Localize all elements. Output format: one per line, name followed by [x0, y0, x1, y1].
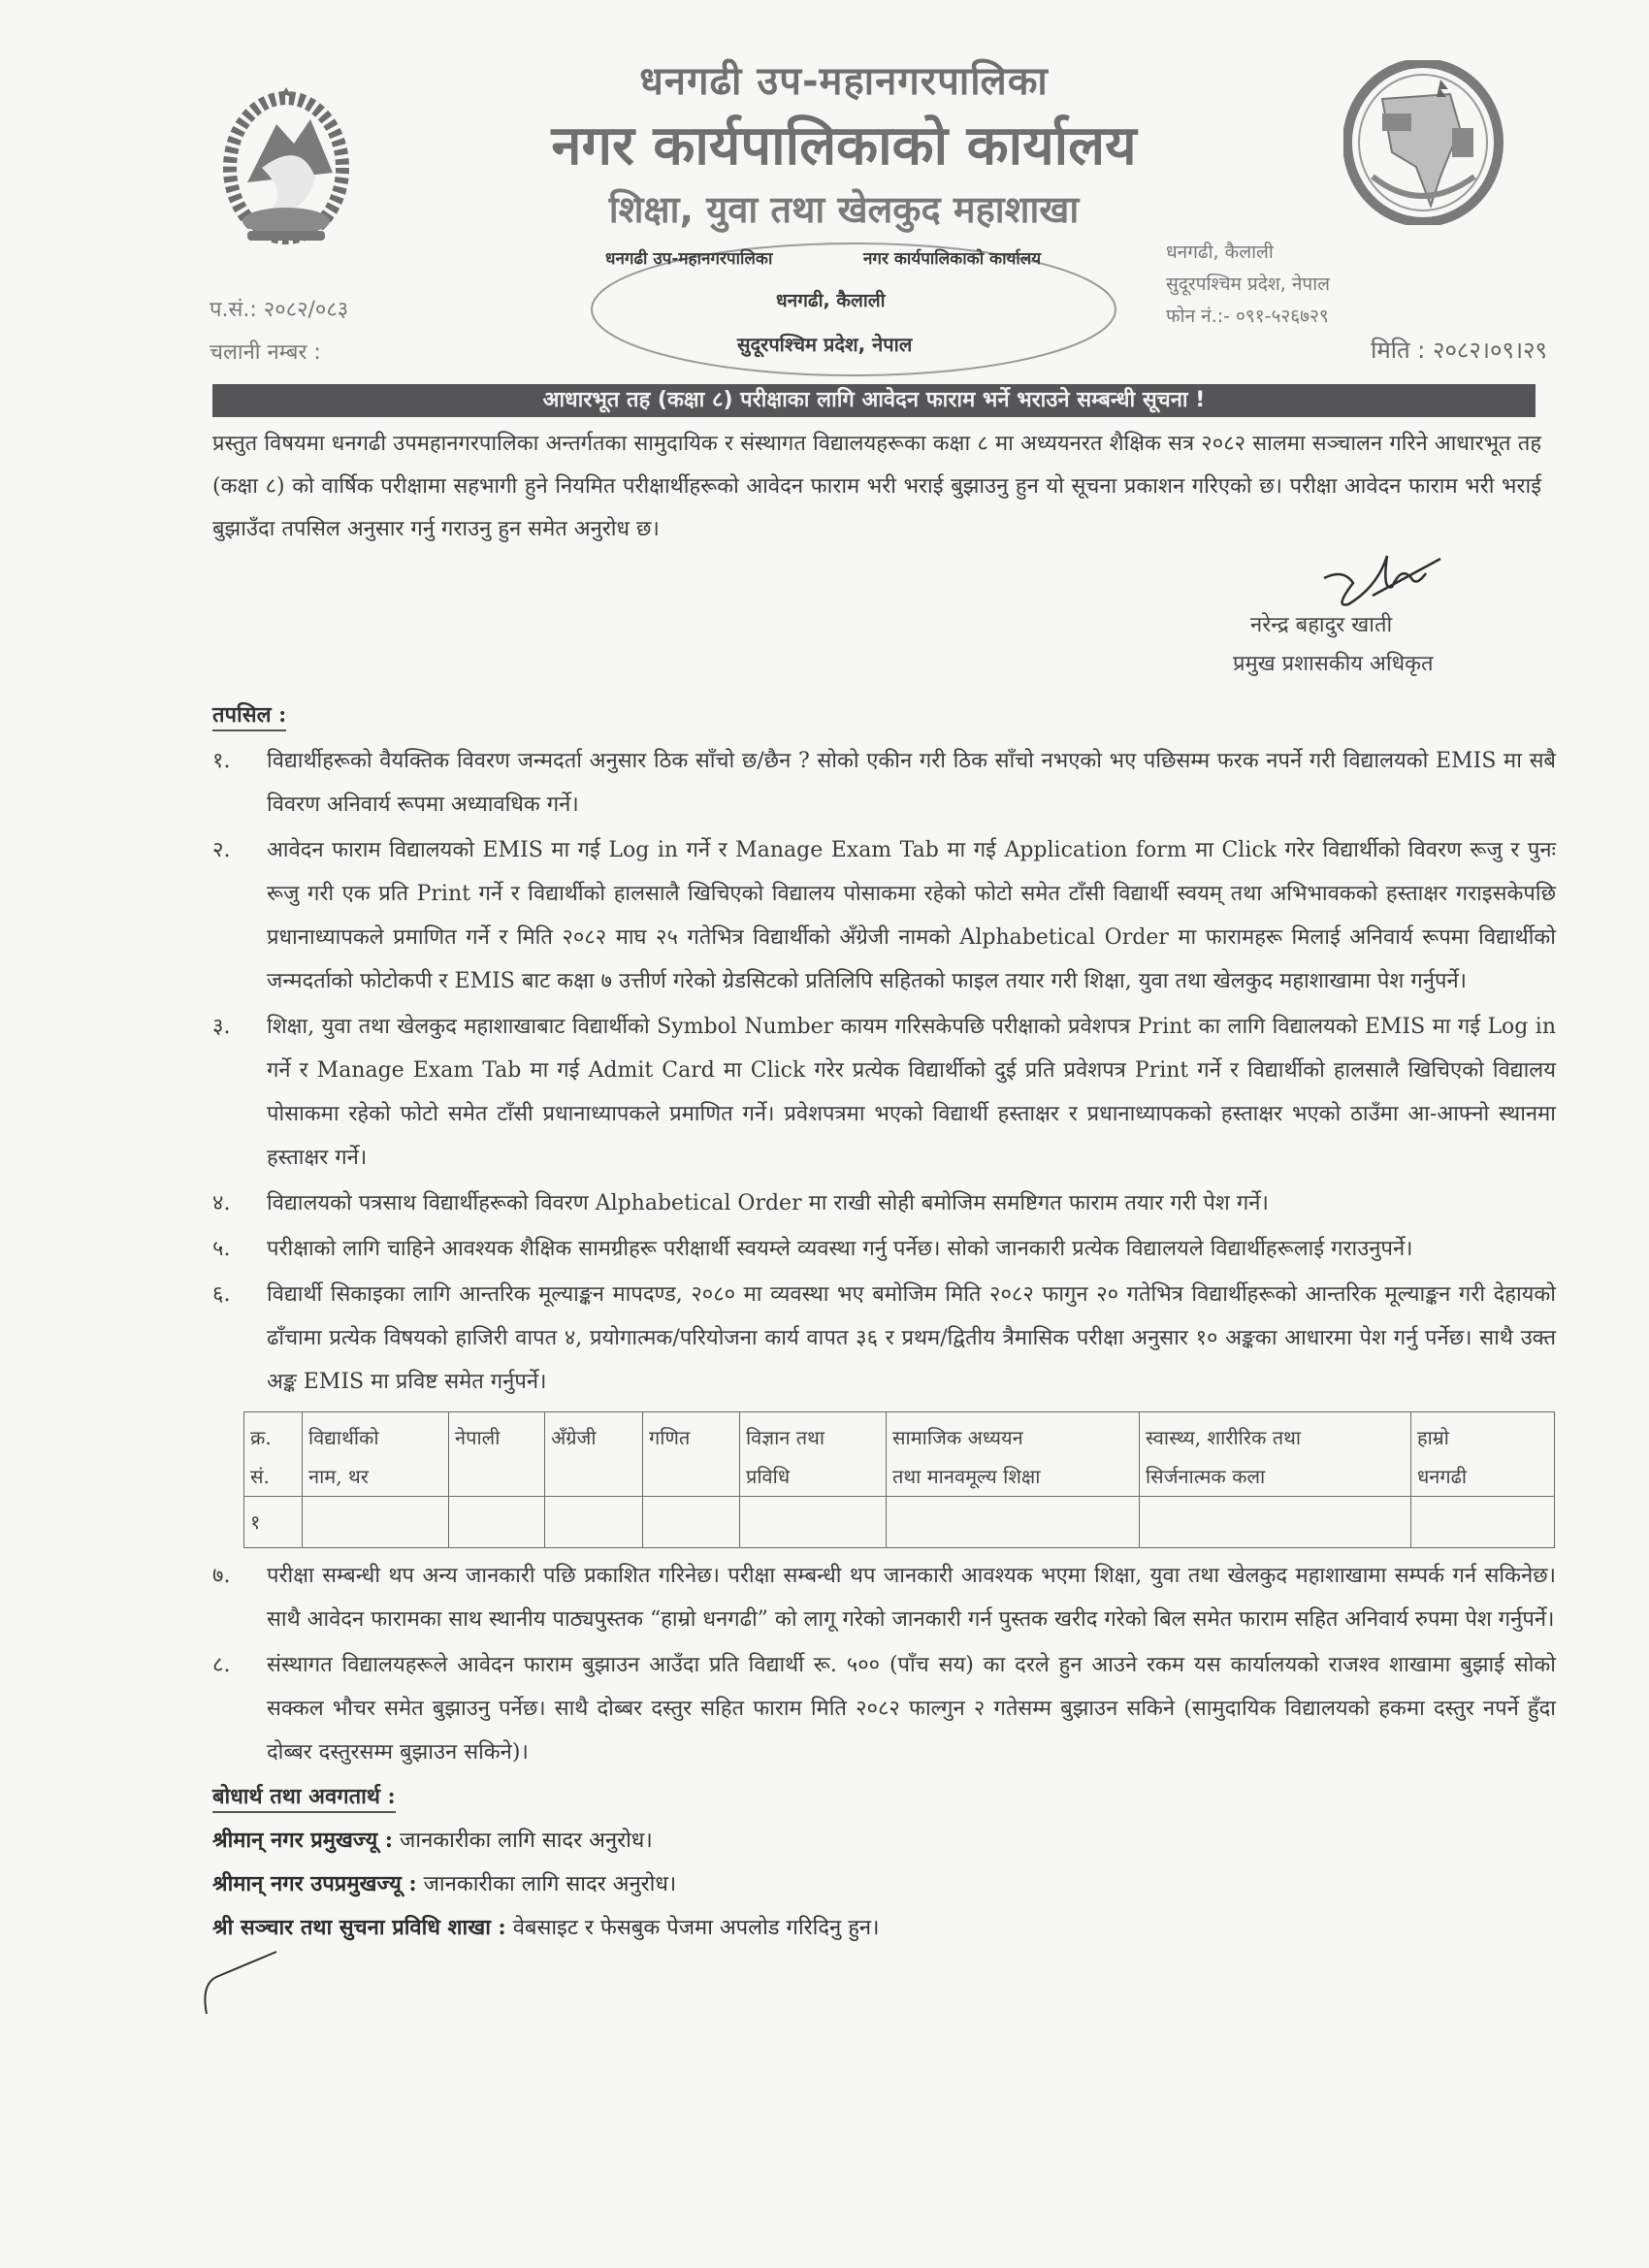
list-item-3: [212, 1005, 1556, 1180]
signatory-designation: प्रमुख प्रशासकीय अधिकृत: [1233, 652, 1434, 676]
address-city: धनगढी, कैलाली: [1166, 242, 1274, 263]
cc-heading-wrap: [212, 1782, 1556, 1819]
notice-body: [212, 384, 1556, 2018]
item-text: परीक्षा सम्बन्धी थप अन्य जानकारी पछि प्रकाशित गरिनेछ। परीक्षा सम्बन्धी थप जानकारी आवश्यक भएमा शिक्षा, युवा तथा खेलकुद महाशाखामा सम्पर्क गर्न सकिनेछ। साथै आवेदन फारामका साथ स्थानीय पाठ्यपुस्तक “हाम्रो धनगढी” को लागू गरेको जानकारी गर्न पुस्तक खरीद गरेको बिल समेत फाराम सहित अनिवार्य रुपमा पेश गर्नुपर्ने।: [267, 1564, 1556, 1632]
item-number: १.: [212, 749, 231, 773]
municipality-name: धनगढी उप-महानगरपालिका: [639, 59, 1049, 104]
header-serial: [244, 1412, 303, 1497]
header-line: अँग्रेजी: [551, 1426, 597, 1449]
header-line: सामाजिक अध्ययन: [892, 1426, 1023, 1449]
header-english: [545, 1412, 643, 1497]
header-science: [740, 1412, 887, 1497]
table-cell: [545, 1497, 643, 1548]
header-social: [887, 1412, 1140, 1497]
cc-note: जानकारीका लागि सादर अनुरोध।: [400, 1829, 653, 1853]
signature-block: [212, 551, 1556, 697]
table-header-row: [244, 1412, 1555, 1497]
item-text: संस्थागत विद्यालयहरूले आवेदन फाराम बुझाउन आउँदा प्रति विद्यार्थी रू. ५०० (पाँच सय) का दरले हुन आउने रकम यस कार्यालयको राजश्व शाखामा बुझाई सोको सक्कल भौचर समेत बुझाउनु पर्नेछ। साथै दोब्बर दस्तुर सहित फाराम मिति २०८२ फाल्गुन २ गतेसम्म बुझाउन सकिने (सामुदायिक विद्यालयको हकमा दस्तुर नपर्ने हुँदा दोब्बर दस्तुरसम्म बुझाउन सकिने)।: [267, 1653, 1556, 1765]
header-line: सं.: [250, 1465, 270, 1488]
cc-note: जानकारीका लागि सादर अनुरोध।: [423, 1872, 677, 1896]
cc-line-2: [212, 1863, 1556, 1906]
list-item-5: [212, 1227, 1556, 1271]
table-row: [244, 1497, 1555, 1548]
item-number: ८.: [212, 1653, 231, 1677]
pen-tick-mark: [199, 1950, 286, 2018]
cc-heading: बोधार्थ तथा अवगतार्थ :: [212, 1784, 396, 1813]
details-heading: तपसिल :: [212, 702, 286, 731]
address-province: सुदूरपश्चिम प्रदेश, नेपाल: [1166, 274, 1330, 295]
header-line: क्र.: [250, 1426, 272, 1449]
cc-line-1: [212, 1819, 1556, 1863]
item-text: विद्यालयको पत्रसाथ विद्यार्थीहरूको विवरण Alphabetical Order मा राखी सोही बमोजिम समष्टिगत फाराम तयार गरी पेश गर्ने।: [267, 1191, 1269, 1215]
item-text: आवेदन फाराम विद्यालयको EMIS मा गई Log in गर्ने र Manage Exam Tab मा गई Application form मा Click गरेर विद्यार्थीको विवरण रूजु र पुनः रूजु गरी एक प्रति Print गर्ने र विद्यार्थीको हालसालै खिचिएको विद्यालय पोसाकमा रहेको फोटो समेत टाँसी विद्यार्थी स्वयम् तथा अभिभावकको हस्ताक्षर गराइसकेपछि प्रधानाध्यापकले प्रमाणित गर्ने र मिति २०८२ माघ २५ गतेभित्र विद्यार्थीको अँग्रेजी नामको Alphabetical Order मा फारामहरू मिलाई अनिवार्य रूपमा विद्यार्थीको जन्मदर्ताको फोटोकपी र EMIS बाट कक्षा ७ उत्तीर्ण गरेको ग्रेडसिटको प्रतिलिपि सहितको फाइल तयार गरी शिक्षा, युवा तथा खेलकुद महाशाखामा पेश गर्नुपर्ने।: [267, 838, 1556, 993]
letter-number: प.सं.: २०८२/०८३: [210, 298, 349, 322]
cc-recipient: श्रीमान् नगर प्रमुखज्यू :: [212, 1828, 394, 1853]
list-item-7: [212, 1554, 1556, 1641]
dispatch-number: चलानी नम्बर :: [210, 340, 321, 365]
table-cell: [887, 1497, 1140, 1548]
header-line: धनगढी: [1417, 1465, 1468, 1488]
details-heading-wrap: [212, 700, 1556, 737]
header-hamro-dhangadhi: [1411, 1412, 1555, 1497]
list-item-8: [212, 1643, 1556, 1774]
table-cell: [303, 1497, 449, 1548]
header-line: प्रविधि: [746, 1465, 791, 1488]
header-line: तथा मानवमूल्य शिक्षा: [892, 1465, 1041, 1488]
stamp-line-2: नगर कार्यपालिकाको कार्यालय: [863, 249, 1042, 269]
municipality-seal: [1343, 60, 1504, 225]
list-item-2: [212, 828, 1556, 1003]
header-student-name: [303, 1412, 449, 1497]
office-stamp: [582, 239, 1125, 380]
table-cell: [643, 1497, 740, 1548]
stamp-line-3: धनगढी, कैलाली: [776, 290, 886, 311]
table-cell: [449, 1497, 545, 1548]
item-number: ३.: [212, 1015, 231, 1039]
header-line: विज्ञान तथा: [746, 1426, 825, 1449]
list-item-6: [212, 1273, 1556, 1404]
item-number: ५.: [212, 1237, 231, 1261]
list-item-4: [212, 1182, 1556, 1225]
intro-paragraph: प्रस्तुत विषयमा धनगढी उपमहानगरपालिका अन्तर्गतका सामुदायिक र संस्थागत विद्यालयहरूका कक्षा ८ मा अध्ययनरत शैक्षिक सत्र २०८२ सालमा सञ्चालन गरिने आधारभूत तह (कक्षा ८) को वार्षिक परीक्षामा सहभागी हुने नियमित परीक्षार्थीहरूको आवेदन फाराम भरी भराई बुझाउनु हुन यो सूचना प्रकाशन गरिएको छ। परीक्षा आवेदन फाराम भरी भराई बुझाउँदा तपसिल अनुसार गर्नु गराउनु हुन समेत अनुरोध छ।: [212, 432, 1541, 541]
header-health: [1140, 1412, 1411, 1497]
letter-date: मिति : २०८२।०९।२९: [1371, 337, 1547, 364]
table-cell: [1411, 1497, 1555, 1548]
header-line: सिर्जनात्मक कला: [1146, 1465, 1266, 1488]
office-name: नगर कार्यपालिकाको कार्यालय: [551, 114, 1137, 178]
item-text: विद्यार्थीहरूको वैयक्तिक विवरण जन्मदर्ता अनुसार ठिक साँचो छ/छैन ? सोको एकीन गरी ठिक साँचो नभएको भए पछिसम्म फरक नपर्ने गरी विद्यालयको EMIS मा सबै विवरण अनिवार्य रूपमा अध्यावधिक गर्ने।: [267, 749, 1556, 817]
stamp-line-1: धनगढी उप-महानगरपालिका: [605, 249, 773, 269]
header-line: गणित: [649, 1426, 691, 1449]
list-item-1: [212, 739, 1556, 826]
division-name: शिक्षा, युवा तथा खेलकुद महाशाखा: [608, 188, 1080, 231]
item-number: ४.: [212, 1191, 231, 1215]
item-text: शिक्षा, युवा तथा खेलकुद महाशाखाबाट विद्यार्थीको Symbol Number कायम गरिसकेपछि परीक्षाको प्रवेशपत्र Print का लागि विद्यालयको EMIS मा गई Log in गर्ने र Manage Exam Tab मा गई Admit Card मा Click गरेर प्रत्येक विद्यार्थीको दुई प्रति प्रवेशपत्र Print गर्ने र विद्यार्थीको हालसालै खिचिएको विद्यालय पोसाकमा रहेको फोटो समेत टाँसी प्रधानाध्यापकले प्रमाणित गर्ने। प्रवेशपत्रमा भएको विद्यार्थी हस्ताक्षर र प्रधानाध्यापकको हस्ताक्षर भएको ठाउँमा आ-आफ्नो स्थानमा हस्ताक्षर गर्ने।: [267, 1015, 1556, 1170]
signature: [1314, 551, 1450, 609]
header-line: हाम्रो: [1417, 1426, 1449, 1449]
cc-note: वेबसाइट र फेसबुक पेजमा अपलोड गरिदिनु हुन।: [512, 1916, 880, 1940]
cc-line-3: [212, 1906, 1556, 1950]
header-math: [643, 1412, 740, 1497]
stamp-line-4: सुदूरपश्चिम प्रदेश, नेपाल: [737, 333, 913, 356]
notice-title: आधारभूत तह (कक्षा ८) परीक्षाका लागि आवेदन फाराम भर्ने भराउने सम्बन्धी सूचना !: [212, 384, 1536, 417]
header-line: नेपाली: [455, 1426, 501, 1449]
table-cell: [1140, 1497, 1411, 1548]
header-nepali: [449, 1412, 545, 1497]
item-text: विद्यार्थी सिकाइका लागि आन्तरिक मूल्याङ्कन मापदण्ड, २०८० मा व्यवस्था भए बमोजिम मिति २०८२ फागुन २० गतेभित्र विद्यार्थीहरूको आन्तरिक मूल्याङ्कन गरी देहायको ढाँचामा प्रत्येक विषयको हाजिरी वापत ४, प्रयोगात्मक/परियोजना कार्य वापत ३६ र प्रथम/द्वितीय त्रैमासिक परीक्षा अनुसार १० अङ्कका आधारमा पेश गर्नु पर्नेछ। साथै उक्त अङ्क EMIS मा प्रविष्ट समेत गर्नुपर्ने।: [267, 1282, 1556, 1394]
header-line: स्वास्थ्य, शारीरिक तथा: [1146, 1426, 1302, 1449]
cc-recipient: श्रीमान् नगर उपप्रमुखज्यू :: [212, 1871, 417, 1896]
table-cell: [740, 1497, 887, 1548]
item-number: २.: [212, 838, 231, 862]
signatory-name: नरेन्द्र बहादुर खाती: [1250, 613, 1393, 637]
table-cell: १: [244, 1497, 303, 1548]
header-line: नाम, थर: [308, 1465, 369, 1488]
marks-table: [243, 1411, 1555, 1548]
cc-recipient: श्री सञ्चार तथा सुचना प्रविधि शाखा :: [212, 1915, 506, 1940]
item-text: परीक्षाको लागि चाहिने आवश्यक शैक्षिक सामग्रीहरू परीक्षार्थी स्वयम्ले व्यवस्था गर्नु पर्नेछ। सोको जानकारी प्रत्येक विद्यालयले विद्यार्थीहरूलाई गराउनुपर्ने।: [267, 1237, 1413, 1261]
header-line: विद्यार्थीको: [308, 1426, 379, 1449]
nepal-emblem: [218, 76, 354, 250]
item-number: ६.: [212, 1282, 231, 1307]
address-phone: फोन नं.:- ०९१-५२६७२९: [1166, 306, 1329, 327]
item-number: ७.: [212, 1564, 231, 1588]
